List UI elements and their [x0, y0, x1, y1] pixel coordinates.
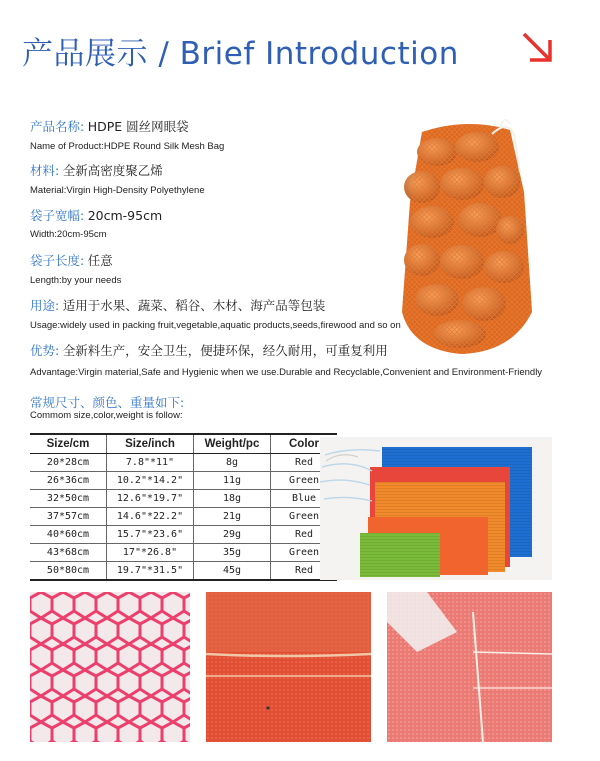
table-row [30, 454, 337, 472]
cell-size-cm: 37*57cm [30, 508, 107, 526]
cell-weight: 8g [194, 454, 271, 472]
page-title: 产品展示 / Brief Introduction [22, 36, 459, 72]
spec-width-cn: 袋子宽幅: 20cm-95cm [30, 208, 163, 223]
cell-weight: 35g [194, 544, 271, 562]
table-row [30, 562, 337, 581]
cell-weight: 11g [194, 472, 271, 490]
cell-color: Red [271, 526, 338, 544]
cell-size-cm: 20*28cm [30, 454, 107, 472]
common-size-heading-cn: 常规尺寸、颜色、重量如下: [30, 395, 185, 410]
potato-bag-photo [392, 112, 542, 362]
table-row [30, 472, 337, 490]
cell-size-cm: 50*80cm [30, 562, 107, 581]
cell-size-inch: 19.7"*31.5" [107, 562, 194, 581]
cell-color: Blue [271, 490, 338, 508]
spec-name-cn: 产品名称: HDPE 圆丝网眼袋 [30, 119, 189, 134]
cell-color: Green [271, 508, 338, 526]
table-row [30, 526, 337, 544]
table-row [30, 490, 337, 508]
cell-weight: 18g [194, 490, 271, 508]
cell-color: Green [271, 472, 338, 490]
table-header-row [30, 434, 337, 454]
cell-color: Red [271, 562, 338, 581]
cell-size-cm: 43*68cm [30, 544, 107, 562]
spec-width-en: Width:20cm-95cm [30, 229, 107, 240]
spec-usage-en: Usage:widely used in packing fruit,vegetable,aquatic products,seeds,firewood and so on [30, 320, 401, 331]
cell-size-inch: 7.8"*11" [107, 454, 194, 472]
cell-size-inch: 17"*26.8" [107, 544, 194, 562]
cell-size-cm: 40*60cm [30, 526, 107, 544]
cell-weight: 29g [194, 526, 271, 544]
col-header-size-inch: Size/inch [107, 434, 194, 454]
table-row [30, 544, 337, 562]
spec-length-en: Length:by your needs [30, 275, 122, 286]
col-header-weight: Weight/pc [194, 434, 271, 454]
cell-size-inch: 14.6"*22.2" [107, 508, 194, 526]
cell-size-cm: 32*50cm [30, 490, 107, 508]
spec-advantage-cn: 优势: 全新料生产，安全卫生，便捷环保，经久耐用，可重复利用 [30, 343, 388, 358]
cell-size-inch: 12.6"*19.7" [107, 490, 194, 508]
cell-weight: 45g [194, 562, 271, 581]
arrow-icon [516, 26, 560, 70]
spec-usage-cn: 用途: 适用于水果、蔬菜、稻谷、木材、海产品等包装 [30, 298, 326, 313]
col-header-size-cm: Size/cm [30, 434, 107, 454]
size-table [30, 433, 337, 581]
colored-bags-photo [320, 437, 552, 580]
cell-color: Green [271, 544, 338, 562]
spec-material-cn: 材料: 全新高密度聚乙烯 [30, 163, 163, 178]
spec-advantage-en: Advantage:Virgin material,Safe and Hygienic when we use.Durable and Recyclable,Convenient and Environment-Friendly [30, 367, 543, 378]
pink-bag-seam-photo [387, 592, 552, 742]
common-size-heading-en: Commom size,color,weight is follow: [30, 410, 183, 421]
table-row [30, 508, 337, 526]
spec-length-cn: 袋子长度: 任意 [30, 253, 113, 268]
orange-bag-edge-photo [206, 592, 371, 742]
cell-weight: 21g [194, 508, 271, 526]
cell-size-cm: 26*36cm [30, 472, 107, 490]
cell-size-inch: 15.7"*23.6" [107, 526, 194, 544]
spec-material-en: Material:Virgin High-Density Polyethylene [30, 185, 205, 196]
col-header-color: Color [271, 434, 338, 454]
pink-mesh-closeup-photo [30, 592, 190, 742]
cell-color: Red [271, 454, 338, 472]
cell-size-inch: 10.2"*14.2" [107, 472, 194, 490]
spec-name-en: Name of Product:HDPE Round Silk Mesh Bag [30, 141, 225, 152]
